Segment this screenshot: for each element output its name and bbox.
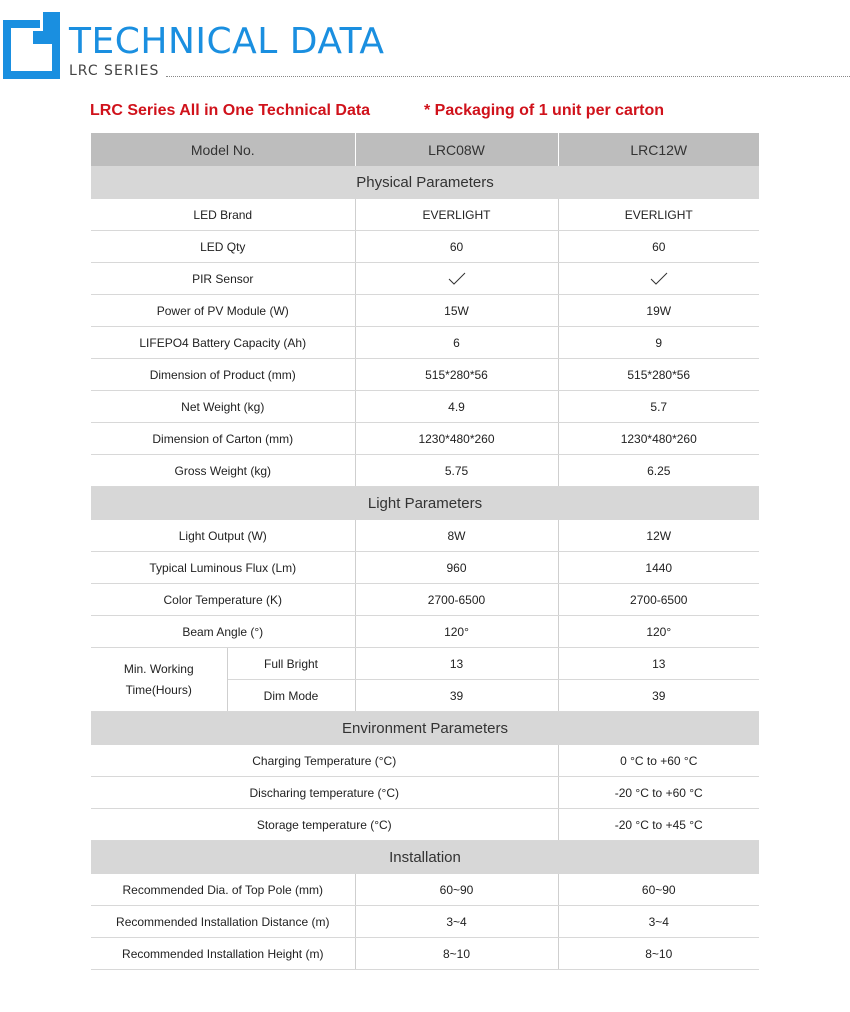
section-light-parameters: Light Parameters bbox=[91, 487, 759, 521]
header-model-no: Model No. bbox=[91, 133, 355, 166]
row-value-lrc08w: 120° bbox=[355, 616, 558, 648]
section-row bbox=[91, 487, 759, 521]
row-label: Discharing temperature (°C) bbox=[91, 777, 558, 809]
row-label: Dimension of Product (mm) bbox=[91, 359, 355, 391]
table-row bbox=[91, 520, 759, 552]
table-row bbox=[91, 263, 759, 295]
row-value-lrc12w: 13 bbox=[558, 648, 759, 680]
table-row bbox=[91, 584, 759, 616]
working-time-label-line1: Min. Working bbox=[123, 661, 194, 676]
row-value-lrc08w: 5.75 bbox=[355, 455, 558, 487]
row-value-lrc08w: 15W bbox=[355, 295, 558, 327]
table-row bbox=[91, 906, 759, 938]
row-value-lrc08w: 8W bbox=[355, 520, 558, 552]
section-row bbox=[91, 712, 759, 746]
row-label: Recommended Installation Distance (m) bbox=[91, 906, 355, 938]
row-value-lrc12w: 19W bbox=[558, 295, 759, 327]
row-value-lrc12w: 39 bbox=[558, 680, 759, 712]
table-row bbox=[91, 552, 759, 584]
row-value-lrc12w: EVERLIGHT bbox=[558, 199, 759, 231]
row-label: LED Brand bbox=[91, 199, 355, 231]
table-row bbox=[91, 327, 759, 359]
row-value-lrc12w: 60 bbox=[558, 231, 759, 263]
row-label: PIR Sensor bbox=[91, 263, 355, 295]
section-installation: Installation bbox=[91, 841, 759, 875]
header-divider bbox=[166, 76, 850, 77]
row-label: Power of PV Module (W) bbox=[91, 295, 355, 327]
row-value-lrc12w: 120° bbox=[558, 616, 759, 648]
row-label: Net Weight (kg) bbox=[91, 391, 355, 423]
table-row bbox=[91, 648, 759, 680]
table-row bbox=[91, 874, 759, 906]
row-value-lrc12w: 5.7 bbox=[558, 391, 759, 423]
row-value-lrc12w: 1230*480*260 bbox=[558, 423, 759, 455]
row-value-lrc08w: 2700-6500 bbox=[355, 584, 558, 616]
table-header-row bbox=[91, 133, 759, 166]
row-value-lrc08w bbox=[355, 263, 558, 295]
section-row bbox=[91, 841, 759, 875]
row-value-lrc08w: 1230*480*260 bbox=[355, 423, 558, 455]
row-label: Color Temperature (K) bbox=[91, 584, 355, 616]
row-value-shared: 0 °C to +60 °C bbox=[558, 745, 759, 777]
row-label: LIFEPO4 Battery Capacity (Ah) bbox=[91, 327, 355, 359]
row-label: LED Qty bbox=[91, 231, 355, 263]
working-mode-label: Full Bright bbox=[227, 648, 355, 680]
row-value-lrc12w: 1440 bbox=[558, 552, 759, 584]
table-row bbox=[91, 199, 759, 231]
table-row bbox=[91, 616, 759, 648]
table-row bbox=[91, 359, 759, 391]
row-value-lrc08w: 4.9 bbox=[355, 391, 558, 423]
page-subtitle: LRC SERIES bbox=[69, 63, 160, 79]
row-value-lrc08w: 39 bbox=[355, 680, 558, 712]
row-value-lrc08w: 60 bbox=[355, 231, 558, 263]
table-row bbox=[91, 391, 759, 423]
technical-data-table bbox=[91, 133, 759, 970]
row-value-shared: -20 °C to +45 °C bbox=[558, 809, 759, 841]
working-time-label-line2: Time(Hours) bbox=[125, 682, 192, 697]
row-label: Recommended Installation Height (m) bbox=[91, 938, 355, 970]
row-value-lrc12w: 9 bbox=[558, 327, 759, 359]
row-value-lrc08w: 13 bbox=[355, 648, 558, 680]
row-label: Light Output (W) bbox=[91, 520, 355, 552]
row-value-lrc12w bbox=[558, 263, 759, 295]
section-row bbox=[91, 166, 759, 199]
table-caption: LRC Series All in One Technical Data bbox=[90, 102, 371, 119]
row-label: Recommended Dia. of Top Pole (mm) bbox=[91, 874, 355, 906]
brand-logo bbox=[0, 10, 60, 80]
row-value-lrc08w: EVERLIGHT bbox=[355, 199, 558, 231]
row-value-lrc12w: 12W bbox=[558, 520, 759, 552]
row-value-lrc08w: 515*280*56 bbox=[355, 359, 558, 391]
row-value-lrc12w: 515*280*56 bbox=[558, 359, 759, 391]
row-label: Dimension of Carton (mm) bbox=[91, 423, 355, 455]
working-time-label bbox=[91, 648, 227, 712]
row-value-lrc08w: 60~90 bbox=[355, 874, 558, 906]
row-label: Charging Temperature (°C) bbox=[91, 745, 558, 777]
table-row bbox=[91, 455, 759, 487]
table-row bbox=[91, 777, 759, 809]
table-row bbox=[91, 295, 759, 327]
section-physical-parameters: Physical Parameters bbox=[91, 166, 759, 199]
row-value-lrc08w: 960 bbox=[355, 552, 558, 584]
working-mode-label: Dim Mode bbox=[227, 680, 355, 712]
check-icon bbox=[650, 272, 668, 286]
table-row bbox=[91, 423, 759, 455]
section-environment-parameters: Environment Parameters bbox=[91, 712, 759, 746]
row-value-lrc08w: 8~10 bbox=[355, 938, 558, 970]
table-row bbox=[91, 745, 759, 777]
header-lrc08w: LRC08W bbox=[355, 133, 558, 166]
row-value-lrc12w: 3~4 bbox=[558, 906, 759, 938]
table-row bbox=[91, 809, 759, 841]
page-title: TECHNICAL DATA bbox=[69, 21, 385, 62]
row-value-lrc12w: 8~10 bbox=[558, 938, 759, 970]
packaging-note: * Packaging of 1 unit per carton bbox=[424, 102, 665, 119]
row-label: Beam Angle (°) bbox=[91, 616, 355, 648]
row-value-lrc12w: 6.25 bbox=[558, 455, 759, 487]
row-value-shared: -20 °C to +60 °C bbox=[558, 777, 759, 809]
row-label: Storage temperature (°C) bbox=[91, 809, 558, 841]
row-value-lrc08w: 6 bbox=[355, 327, 558, 359]
row-label: Typical Luminous Flux (Lm) bbox=[91, 552, 355, 584]
check-icon bbox=[448, 272, 466, 286]
row-label: Gross Weight (kg) bbox=[91, 455, 355, 487]
row-value-lrc12w: 60~90 bbox=[558, 874, 759, 906]
header-lrc12w: LRC12W bbox=[558, 133, 759, 166]
table-row bbox=[91, 231, 759, 263]
table-row bbox=[91, 938, 759, 970]
row-value-lrc08w: 3~4 bbox=[355, 906, 558, 938]
row-value-lrc12w: 2700-6500 bbox=[558, 584, 759, 616]
